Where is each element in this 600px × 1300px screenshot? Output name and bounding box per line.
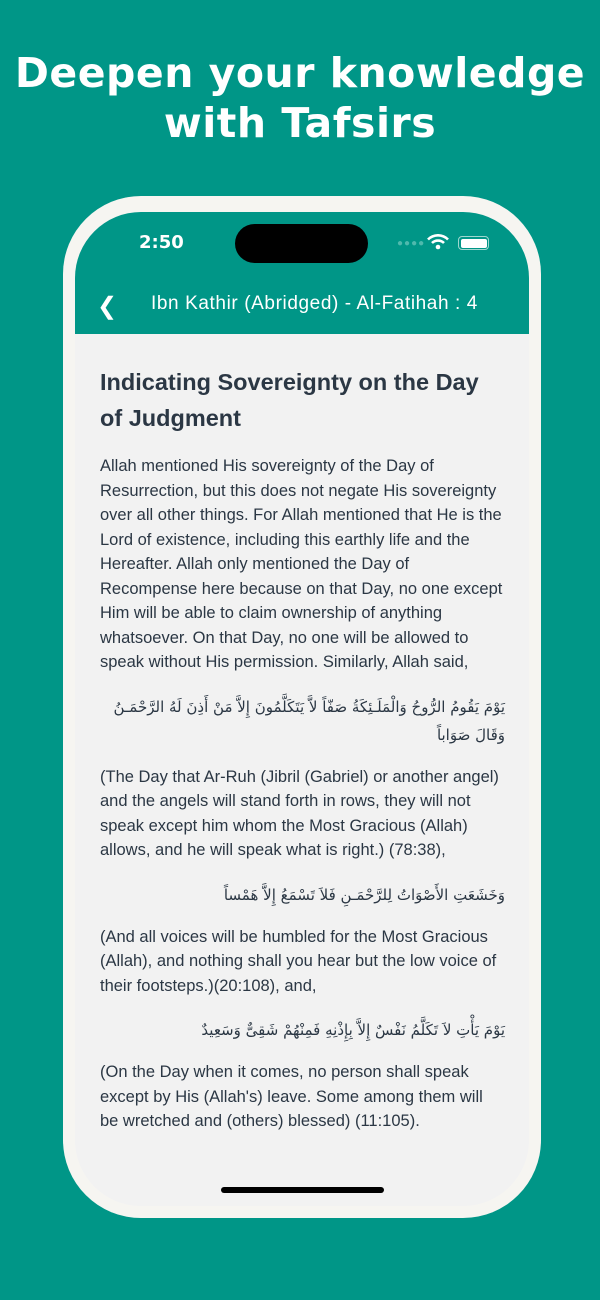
status-time: 2:50 (139, 232, 184, 253)
app-bar (75, 212, 529, 334)
article-heading: Indicating Sovereignty on the Day of Judgment (100, 369, 479, 431)
signal-icon: ●●●● (397, 238, 426, 249)
paragraph: Allah mentioned His sovereignty of the Day of Resurrection, but this does not negate His sovereignty over all other things. For Allah mentioned that He is the Lord of existence, including this earthly life and the Hereafter. Allah only mentioned the Day of Recompense here because on that Day, no one except Him will be able to claim ownership of anything whatsoever. On that Day, no one will be allowed to speak without His permission. Similarly, Allah said, (100, 457, 503, 671)
dynamic-island (235, 224, 368, 263)
arabic-verse: يَوْمَ يَأْتِ لاَ تَكَلَّمُ نَفْسٌ إِلاَّ بِإِذْنِهِ فَمِنْهُمْ شَقِىٌّ وَسَعِيدٌ (201, 1021, 505, 1039)
headline-line-2: with Tafsirs (163, 99, 437, 147)
home-indicator[interactable] (221, 1187, 384, 1193)
battery-icon (458, 236, 489, 250)
page-title: Ibn Kathir (Abridged) - Al-Fatihah : 4 (151, 293, 478, 314)
verse-translation: (And all voices will be humbled for the Most Gracious (Allah), and nothing shall you hear but the low voice of their footsteps.)(20:108), and, (100, 927, 497, 995)
phone-screen (75, 212, 529, 1206)
headline-line-1: Deepen your knowledge (14, 49, 586, 97)
verse-translation: (On the Day when it comes, no person shall speak except by His (Allah's) leave. Some among them will be wretched and (others) blessed) (11:105). (100, 1063, 483, 1130)
arabic-verse: يَوْمَ يَقُومُ الرُّوحُ وَالْمَلَـئِكَةُ صَفّاً لاَّ يَتَكَلَّمُونَ إِلاَّ مَنْ أَذِنَ لَهُ الرَّحْمَـنُ وَقَالَ صَوَاباً (113, 697, 505, 744)
tafsir-content (100, 364, 505, 1152)
back-button[interactable]: ❮ (97, 293, 118, 320)
arabic-verse: وَخَشَعَتِ الأَصْوَاتُ لِلرَّحْمَـنِ فَلاَ تَسْمَعُ إِلاَّ هَمْساً (223, 885, 505, 904)
wifi-icon (427, 234, 449, 250)
promo-headline (0, 48, 600, 148)
verse-translation: (The Day that Ar-Ruh (Jibril (Gabriel) or another angel) and the angels will stand forth in rows, they will not speak except him whom the Most Gracious (Allah) allows, and he will speak what is right.) (78:38), (100, 767, 499, 859)
